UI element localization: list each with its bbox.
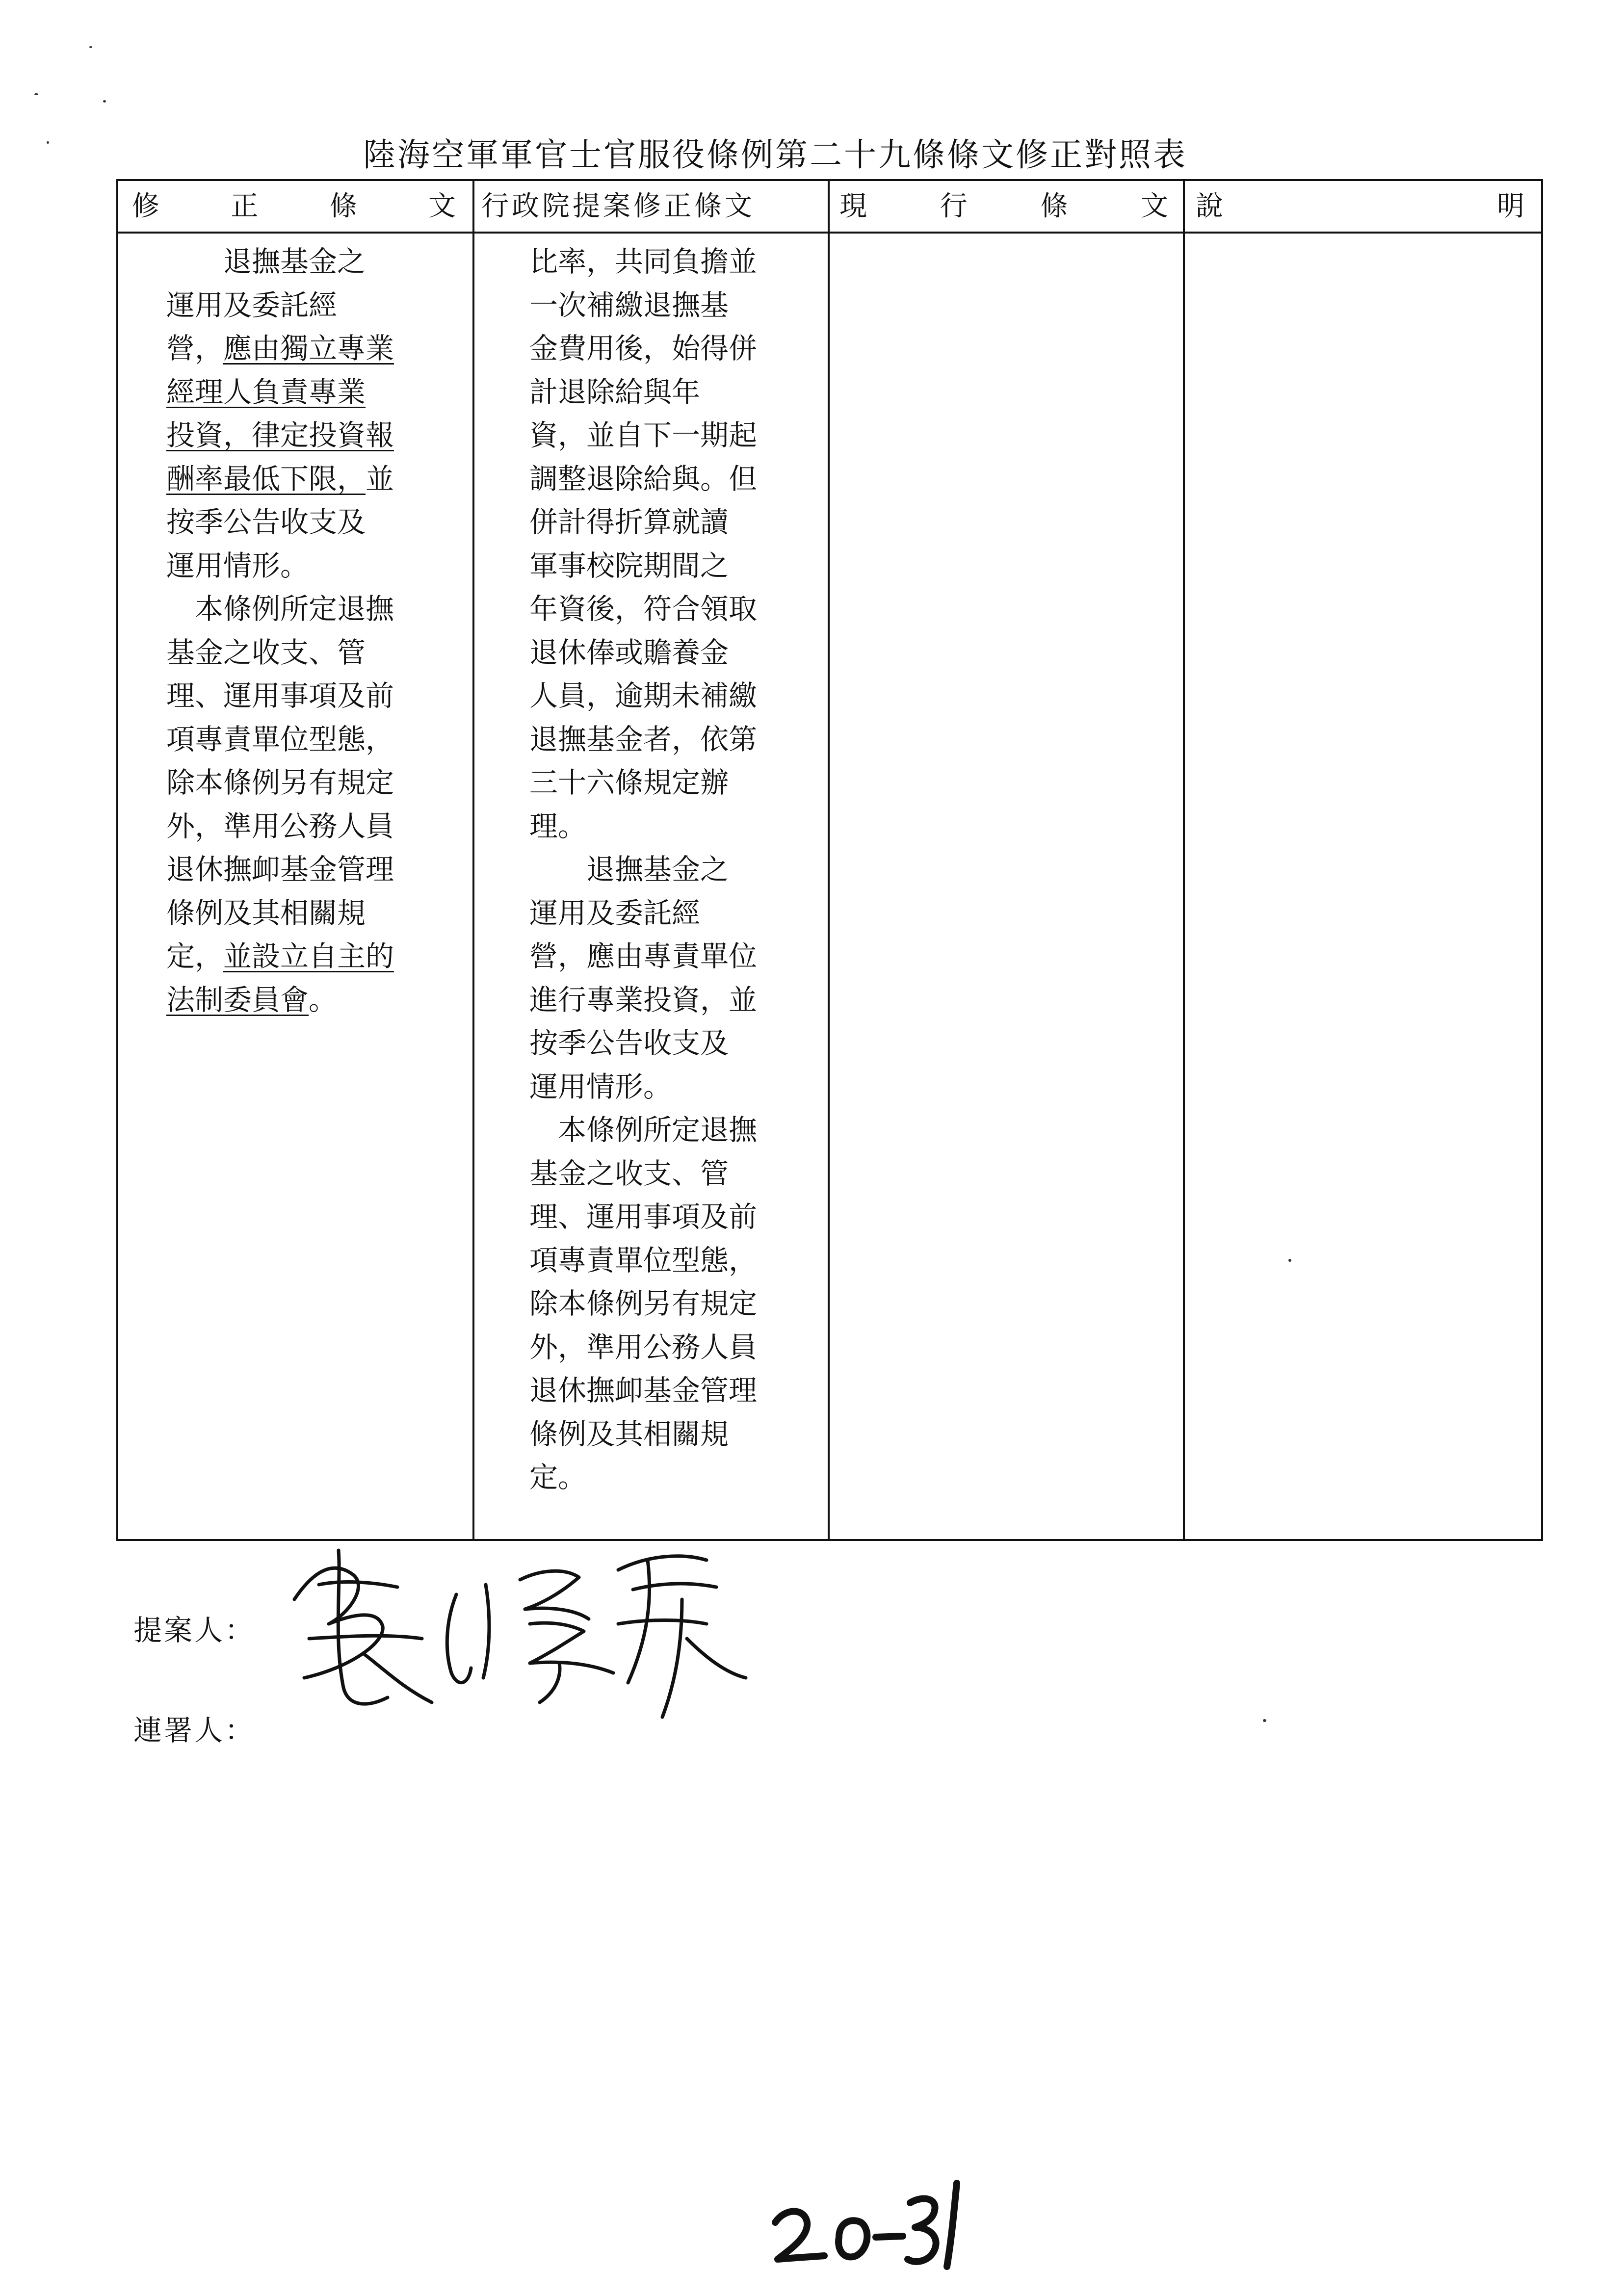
- header-char: 文: [1140, 190, 1168, 222]
- text-line: 退休俸或贍養金: [529, 635, 729, 669]
- text-line: 進行專業投資，並: [529, 983, 758, 1017]
- scan-speck: [89, 46, 92, 48]
- text-line: 一次補繳退撫基: [529, 288, 729, 322]
- text-line: [166, 327, 394, 370]
- text-segment: 基金之收支、管: [166, 635, 366, 669]
- text-line: [166, 284, 394, 327]
- text-segment: 定，: [166, 939, 224, 973]
- text-line: 運用情形。: [529, 1070, 672, 1103]
- text-line: [166, 761, 394, 805]
- proposer-label: 提案人：: [133, 1614, 256, 1647]
- text-segment: 退休撫卹基金管理: [166, 853, 394, 886]
- text-line: 比率，共同負擔並: [529, 245, 758, 278]
- header-current-text: [839, 187, 1168, 226]
- header-label: 行政院提案修正條文: [481, 190, 755, 222]
- comparison-table: [116, 179, 1543, 1541]
- header-revised-text: [132, 187, 456, 226]
- text-line: 調整退除給與。但: [529, 462, 758, 496]
- text-line: [166, 978, 394, 1022]
- column-divider: [828, 181, 830, 1539]
- column-divider: [472, 181, 474, 1539]
- text-line: 退撫基金之: [529, 853, 729, 886]
- text-line: [166, 935, 394, 978]
- text-line: 按季公告收支及: [529, 1026, 729, 1060]
- underlined-text: 法制委員會: [166, 983, 309, 1017]
- text-line: [166, 891, 394, 935]
- text-line: [166, 848, 394, 891]
- text-segment: 除本條例另有規定: [166, 766, 394, 799]
- text-line: [166, 674, 394, 718]
- scan-speck: [103, 100, 106, 103]
- text-line: 定。: [529, 1461, 587, 1494]
- header-char: 現: [839, 190, 867, 222]
- header-char: 明: [1497, 190, 1524, 222]
- text-line: [166, 718, 394, 761]
- header-divider: [118, 232, 1541, 234]
- text-segment: 退撫基金之: [166, 245, 366, 278]
- text-line: 併計得折算就讀: [529, 505, 729, 539]
- underlined-text: 經理人負責專業: [166, 375, 366, 409]
- cosigner-label: 連署人：: [133, 1714, 256, 1747]
- handwritten-page-number: [765, 2168, 971, 2276]
- scan-speck: [47, 141, 49, 144]
- text-line: 退休撫卹基金管理: [529, 1374, 758, 1407]
- text-line: 理、運用事項及前: [529, 1200, 758, 1233]
- text-line: 條例及其相關規: [529, 1417, 729, 1451]
- text-line: 基金之收支、管: [529, 1156, 729, 1190]
- header-char: 說: [1196, 190, 1223, 222]
- text-line: 本條例所定退撫: [529, 1113, 758, 1147]
- header-char: 行: [940, 190, 968, 222]
- header-explanation: [1196, 187, 1524, 226]
- text-line: 理。: [529, 809, 587, 843]
- text-segment: 外，準用公務人員: [166, 809, 394, 843]
- text-line: [166, 457, 394, 501]
- handwritten-signature: [275, 1540, 795, 1727]
- text-line: 項專責單位型態，: [529, 1243, 758, 1277]
- text-line: [166, 544, 394, 588]
- text-line: 退撫基金者，依第: [529, 722, 758, 756]
- text-line: 資，並自下一期起: [529, 418, 758, 452]
- text-line: [166, 631, 394, 675]
- header-char: 正: [231, 190, 259, 222]
- column-divider: [1183, 181, 1185, 1539]
- executive-article-text: [529, 240, 757, 1499]
- text-line: 計退除給與年: [529, 375, 701, 409]
- scan-speck: [1263, 1719, 1266, 1722]
- text-line: [166, 240, 394, 284]
- text-segment: 運用情形。: [166, 548, 309, 582]
- header-executive-text: [481, 187, 825, 226]
- text-line: 運用及委託經: [529, 896, 701, 930]
- underlined-text: 並設立自主的: [223, 939, 394, 973]
- header-char: 文: [428, 190, 456, 222]
- underlined-text: 投資，律定投資報: [166, 418, 394, 452]
- text-segment: 項專責單位型態，: [166, 722, 394, 756]
- header-char: 條: [329, 190, 357, 222]
- text-segment: 本條例所定退撫: [166, 592, 394, 626]
- text-line: 三十六條規定辦: [529, 766, 729, 799]
- header-char: 條: [1040, 190, 1068, 222]
- text-line: 外，準用公務人員: [529, 1330, 758, 1364]
- text-segment: 營，: [166, 332, 224, 365]
- text-line: 年資後，符合領取: [529, 592, 758, 626]
- text-line: [166, 805, 394, 848]
- text-segment: 。: [309, 983, 338, 1017]
- revised-article-text: [166, 240, 394, 1021]
- text-line: 營，應由專責單位: [529, 939, 758, 973]
- text-line: 除本條例另有規定: [529, 1287, 758, 1320]
- text-line: [166, 414, 394, 457]
- header-char: 修: [132, 190, 159, 222]
- text-segment: 按季公告收支及: [166, 505, 366, 539]
- text-line: [166, 500, 394, 544]
- underlined-text: 應由獨立專業: [223, 332, 394, 365]
- document-title: 陸海空軍軍官士官服役條例第二十九條條文修正對照表: [363, 136, 1187, 174]
- text-line: [166, 370, 394, 414]
- underlined-text: 酬率最低下限，: [166, 462, 366, 496]
- text-line: 人員，逾期未補繳: [529, 679, 758, 712]
- text-segment: 運用及委託經: [166, 288, 338, 322]
- text-segment: 理、運用事項及前: [166, 679, 394, 712]
- text-segment: 並: [366, 462, 394, 496]
- text-line: 金費用後，始得併: [529, 332, 758, 365]
- text-line: 軍事校院期間之: [529, 548, 729, 582]
- scan-speck: [34, 93, 38, 95]
- text-segment: 條例及其相關規: [166, 896, 366, 930]
- text-line: [166, 587, 394, 631]
